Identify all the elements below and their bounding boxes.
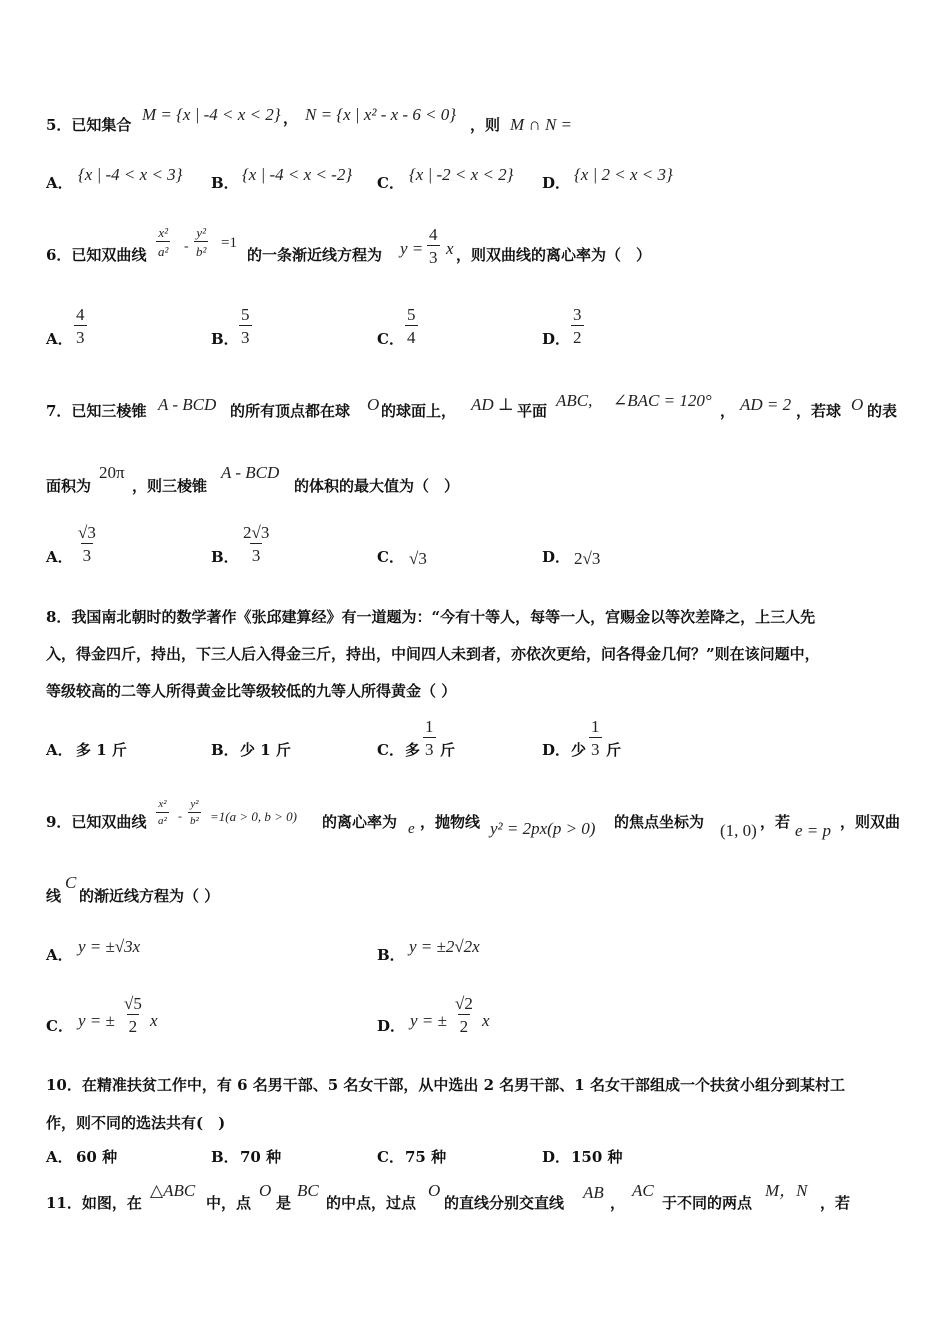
q7-stem-b: 的所有顶点都在球 <box>230 402 351 420</box>
q9-e: e <box>408 821 415 837</box>
q11-triangle: △ABC <box>150 1181 196 1200</box>
q7-comma: ， <box>720 402 736 420</box>
q10-option-c-label: C． <box>377 1148 404 1166</box>
q9-option-a: y = ±√3x <box>78 937 141 956</box>
q7-area: 20π <box>99 463 125 482</box>
q11-stem-c: 是 <box>276 1194 292 1212</box>
q8-option-a-label: A． <box>46 741 73 759</box>
q7-stem-c: 的球面上， <box>381 402 457 420</box>
q5-option-b: {x | -4 < x < -2} <box>242 165 353 184</box>
q7-option-b-num: 2√3 <box>243 523 270 542</box>
q11-mn: M，N <box>765 1181 808 1200</box>
q6-option-d-frac <box>571 306 584 346</box>
q7-option-d-label: D． <box>542 548 571 566</box>
q6-option-a-label: A． <box>46 330 73 348</box>
q6-asym-var: x <box>446 239 454 258</box>
q8-option-c-post: 斤 <box>440 741 456 759</box>
q5-sep: ， <box>283 109 299 127</box>
q6-option-c-den: 4 <box>405 325 418 346</box>
q11-ac: AC <box>632 1181 654 1200</box>
q6-hyperbola-eq: =1 <box>221 235 237 251</box>
q6-asym-num: 4 <box>429 225 438 244</box>
q8-option-c-den: 3 <box>423 737 436 758</box>
q6-hyperbola-x-num: x² <box>158 225 169 240</box>
q9-option-c-num: √5 <box>124 994 142 1013</box>
q10-option-d: 150 种 <box>571 1148 623 1166</box>
q9-stem-e: ，若 <box>760 813 791 831</box>
q8-option-c-frac <box>423 718 436 758</box>
q11-bc: BC <box>297 1181 319 1200</box>
q9-option-d-den: 2 <box>458 1014 471 1035</box>
q9-focus: (1, 0) <box>720 821 757 840</box>
q10-option-a-label: A． <box>46 1148 73 1166</box>
q6-hyperbola-y-num: y² <box>196 225 207 240</box>
q8-option-d-frac <box>589 718 602 758</box>
q7-line2-a: 面积为 <box>46 477 92 495</box>
q9-option-c-label: C． <box>46 1017 73 1035</box>
q10-line-2: 作，则不同的选法共有( ) <box>46 1114 226 1132</box>
q11-stem-b: 中，点 <box>206 1194 252 1212</box>
q7-plane-word: 平面 <box>517 402 548 420</box>
q5-option-c: {x | -2 < x < 2} <box>409 165 514 184</box>
q6-option-d-num: 3 <box>573 305 582 324</box>
q6-asym-den: 3 <box>427 245 440 266</box>
q8-option-b-label: B． <box>211 741 239 759</box>
q6-option-b-label: B． <box>211 330 239 348</box>
q6-stem-b: 的一条渐近线方程为 <box>247 246 383 264</box>
q8-option-b: 少 1 斤 <box>240 741 291 759</box>
q5-option-d: {x | 2 < x < 3} <box>574 165 673 184</box>
q7-option-a-den: 3 <box>81 543 94 564</box>
q10-option-b-label: B． <box>211 1148 239 1166</box>
q6-option-a-num: 4 <box>76 305 85 324</box>
q7-stem-d: ，若球 <box>796 402 842 420</box>
q8-line-1: 8．我国南北朝时的数学著作《张邱建算经》有一道题为：“今有十等人，每等一人，宫赐金以等次差降之，上三人先 <box>46 608 816 626</box>
q10-line-1: 10．在精准扶贫工作中，有 6 名男干部、5 名女干部，从中选出 2 名男干部、1 名女干部组成一个扶贫小组分到某村工 <box>46 1076 845 1094</box>
q9-line2-b: 的渐近线方程为（ ） <box>79 887 220 905</box>
q8-option-d-pre: 少 <box>571 741 587 759</box>
q5-option-d-label: D． <box>542 174 571 192</box>
q5-option-a: {x | -4 < x < 3} <box>78 165 183 184</box>
q11-stem-d: 的中点，过点 <box>326 1194 417 1212</box>
q7-plane: ABC, <box>556 391 593 410</box>
q10-option-a: 60 种 <box>76 1148 118 1166</box>
q9-hyperbola-x-frac <box>156 799 169 827</box>
q9-option-c-pre: y = ± <box>78 1011 115 1030</box>
q5-set-n: N = {x | x² - x - 6 < 0} <box>305 105 457 124</box>
q9-option-b: y = ±2√2x <box>409 937 480 956</box>
q7-angle: ∠BAC = 120° <box>613 391 712 410</box>
q7-option-a-label: A． <box>46 548 73 566</box>
q6-option-b-num: 5 <box>241 305 250 324</box>
q6-option-c-label: C． <box>377 330 404 348</box>
q9-option-b-label: B． <box>377 946 405 964</box>
q6-option-c-frac <box>405 306 418 346</box>
q6-asym-lhs: y = <box>400 239 424 258</box>
q8-line-3: 等级较高的二等人所得黄金比等级较低的九等人所得黄金（ ） <box>46 682 457 700</box>
q11-o1: O <box>259 1181 272 1200</box>
q9-option-c-frac <box>122 995 144 1035</box>
q11-stem-f: 于不同的两点 <box>662 1194 753 1212</box>
q6-option-d-den: 2 <box>571 325 584 346</box>
q7-stem-e: 的表 <box>867 402 898 420</box>
q7-perp: AD ⊥ <box>471 395 514 414</box>
q9-hyperbola-y-frac <box>188 799 201 827</box>
q9-option-d-label: D． <box>377 1017 406 1035</box>
q9-hyperbola-x-num: x² <box>158 798 167 810</box>
q6-option-d-label: D． <box>542 330 571 348</box>
q6-stem-c: ，则双曲线的离心率为（ ） <box>456 246 652 264</box>
q11-comma: ， <box>610 1194 626 1212</box>
q6-option-b-frac <box>239 306 252 346</box>
q8-option-d-den: 3 <box>589 737 602 758</box>
q9-option-a-label: A． <box>46 946 73 964</box>
q8-option-c-num: 1 <box>425 717 434 736</box>
q7-option-b-frac <box>241 524 271 564</box>
q7-option-a-frac <box>76 524 98 564</box>
q11-o2: O <box>428 1181 441 1200</box>
q5-set-m: M = {x | -4 < x < 2} <box>142 105 281 124</box>
q8-option-d-post: 斤 <box>606 741 622 759</box>
q6-hyperbola-y-den: b² <box>194 241 208 258</box>
q8-option-d-label: D． <box>542 741 571 759</box>
q6-option-b-den: 3 <box>239 325 252 346</box>
q5-option-c-label: C． <box>377 174 404 192</box>
q7-pyramid2: A - BCD <box>221 463 280 482</box>
q7-option-c-label: C． <box>377 548 404 566</box>
q8-option-d-num: 1 <box>591 717 600 736</box>
q9-option-d-num: √2 <box>455 994 473 1013</box>
q7-line2-b: ，则三棱锥 <box>132 477 208 495</box>
q7-option-b-den: 3 <box>250 543 263 564</box>
q6-hyperbola-x-frac <box>156 226 170 258</box>
q7-pyramid: A - BCD <box>158 395 217 414</box>
q6-hyperbola-y-frac <box>194 226 208 258</box>
q7-ball2: O <box>851 395 864 414</box>
q9-hyperbola-cond: =1(a > 0, b > 0) <box>210 809 297 824</box>
q9-curve: C <box>65 873 77 892</box>
q6-hyperbola-minus: - <box>184 239 189 254</box>
q8-option-c-label: C． <box>377 741 404 759</box>
q10-option-d-label: D． <box>542 1148 571 1166</box>
q9-option-d-post: x <box>482 1011 490 1030</box>
q9-stem-c: ，抛物线 <box>420 813 481 831</box>
q9-hyperbola-y-num: y² <box>190 798 199 810</box>
q9-option-d-frac <box>453 995 475 1035</box>
q11-stem-e: 的直线分别交直线 <box>444 1194 565 1212</box>
q6-stem-a: 6．已知双曲线 <box>46 246 147 264</box>
q7-line2-c: 的体积的最大值为（ ） <box>294 477 460 495</box>
q5-then: ，则 <box>470 116 501 134</box>
q8-line-2: 入，得金四斤，持出，下三人后入得金三斤，持出，中间四人未到者，亦依次更给，问各得金几何？”则在该问题中， <box>46 645 820 663</box>
q11-ab: AB <box>583 1183 604 1202</box>
q7-option-b-label: B． <box>211 548 239 566</box>
q7-ad: AD = 2 <box>740 395 792 414</box>
q7-ball: O <box>367 395 380 414</box>
q6-option-c-num: 5 <box>407 305 416 324</box>
q9-option-c-post: x <box>150 1011 158 1030</box>
q7-option-d: 2√3 <box>574 549 601 568</box>
q8-option-a: 多 1 斤 <box>76 741 127 759</box>
q6-option-a-den: 3 <box>74 325 87 346</box>
q9-parabola: y² = 2px(p > 0) <box>490 819 596 838</box>
q9-stem-d: 的焦点坐标为 <box>614 813 705 831</box>
q9-line2-a: 线 <box>46 887 62 905</box>
q7-option-c: √3 <box>409 549 427 568</box>
q6-asym-frac <box>427 226 440 266</box>
q5-expr: M ∩ N = <box>510 115 572 134</box>
q7-option-a-num: √3 <box>78 523 96 542</box>
q5-option-a-label: A． <box>46 174 73 192</box>
q10-option-c: 75 种 <box>405 1148 447 1166</box>
q5-option-b-label: B． <box>211 174 239 192</box>
q10-option-b: 70 种 <box>240 1148 282 1166</box>
q9-stem-a: 9．已知双曲线 <box>46 813 147 831</box>
q6-hyperbola-x-den: a² <box>156 241 170 258</box>
q9-hyperbola-minus: - <box>178 809 182 823</box>
q9-stem-f: ，则双曲 <box>840 813 901 831</box>
q11-stem-g: ，若 <box>820 1194 851 1212</box>
q9-hyperbola-y-den: b² <box>188 812 201 827</box>
q11-stem-a: 11．如图，在 <box>46 1194 142 1212</box>
q9-hyperbola-x-den: a² <box>156 812 169 827</box>
q8-option-c-pre: 多 <box>405 741 421 759</box>
q9-stem-b: 的离心率为 <box>322 813 398 831</box>
q9-cond: e = p <box>795 821 832 840</box>
q5-stem: 5．已知集合 <box>46 116 132 134</box>
q6-option-a-frac <box>74 306 87 346</box>
q9-option-c-den: 2 <box>127 1014 140 1035</box>
q7-stem-a: 7．已知三棱锥 <box>46 402 147 420</box>
q9-option-d-pre: y = ± <box>410 1011 447 1030</box>
